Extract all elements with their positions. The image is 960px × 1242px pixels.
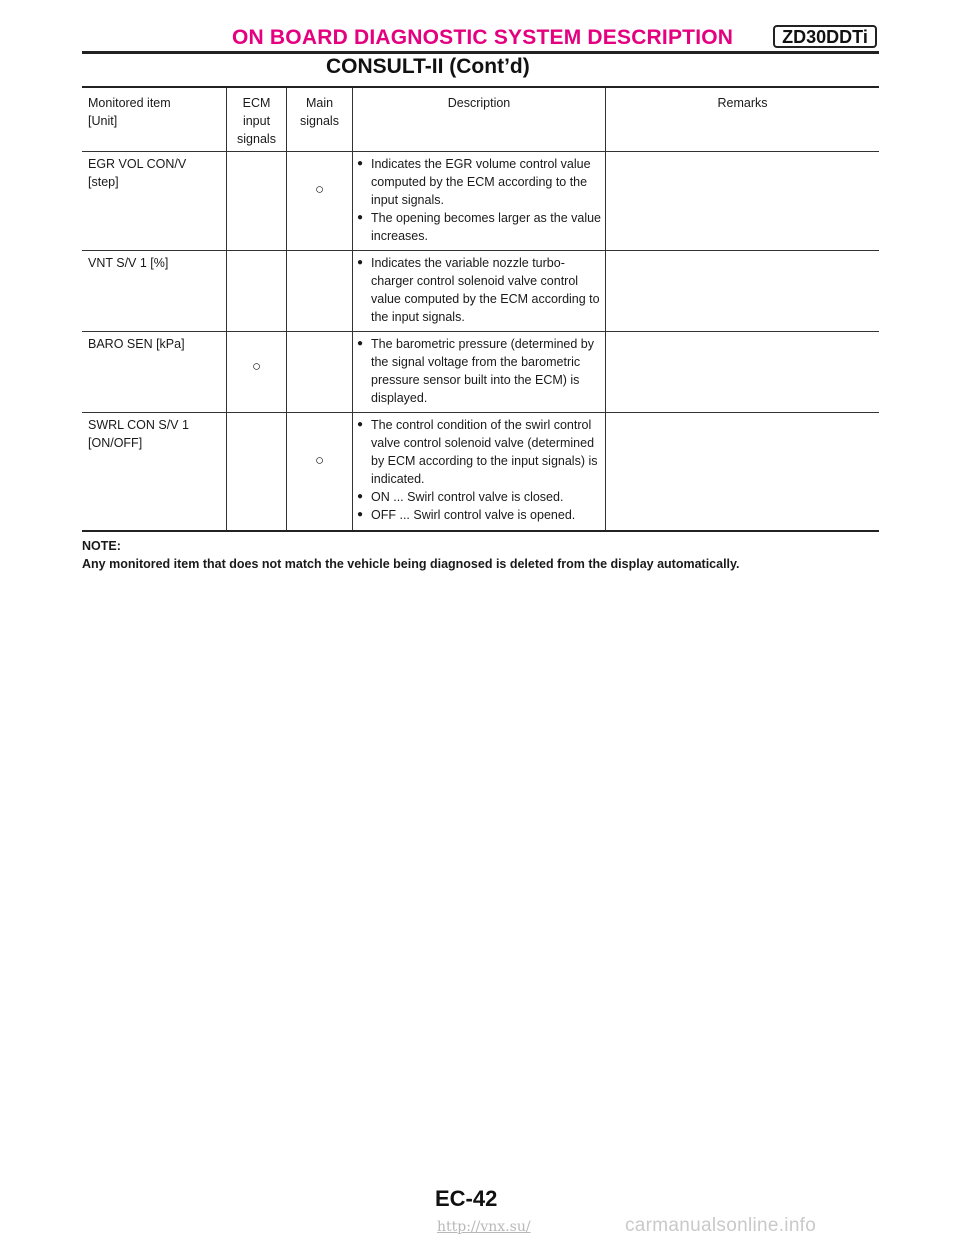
description-cell	[353, 413, 606, 531]
page-subtitle: CONSULT-II (Cont’d)	[326, 55, 530, 78]
col-header-main-signals: Main signals	[287, 87, 353, 152]
remarks-cell	[606, 251, 880, 332]
footer-link[interactable]: http://vnx.su/	[437, 1219, 531, 1235]
list-item: ● Indicates the EGR volume control value computed by the ECM according to the input signals.	[357, 157, 591, 207]
ecm-input-signal-marker: ○	[251, 358, 262, 375]
list-item: ● Indicates the variable nozzle turbo-charger control solenoid valve control value computed by the ECM according to the input signals.	[357, 256, 600, 324]
col-header-monitored-item: Monitored item [Unit]	[88, 96, 171, 128]
list-item: ● The control condition of the swirl control valve control solenoid valve (determined by ECM according to the input signals) is indicated.	[357, 418, 598, 486]
page-number: EC-42	[435, 1186, 498, 1211]
remarks-cell	[606, 413, 880, 531]
list-item: ● The opening becomes larger as the value increases.	[357, 211, 602, 243]
bullet-icon: ●	[357, 212, 364, 223]
main-signal-marker: ○	[314, 181, 325, 198]
remarks-cell	[606, 152, 880, 251]
list-item: ● ON ... Swirl control valve is closed.	[357, 490, 564, 504]
table-row	[82, 413, 879, 531]
main-signal-cell	[287, 152, 353, 251]
bullet-icon: ●	[357, 419, 364, 430]
description-cell	[353, 332, 606, 413]
bullet-icon: ●	[357, 338, 364, 349]
monitored-item-cell: BARO SEN [kPa]	[88, 337, 185, 351]
engine-model-badge: ZD30DDTi	[773, 25, 877, 48]
monitored-item-cell: SWRL CON S/V 1 [ON/OFF]	[88, 418, 189, 450]
watermark: carmanualsonline.info	[625, 1215, 817, 1236]
table-row	[82, 152, 879, 251]
col-header-ecm-input-signals: ECM input signals	[227, 87, 287, 152]
list-item: ● OFF ... Swirl control valve is opened.	[357, 508, 576, 522]
table-row	[82, 332, 879, 413]
description-cell	[353, 251, 606, 332]
monitored-item-cell: VNT S/V 1 [%]	[88, 256, 169, 270]
ecm-input-signal-cell	[227, 251, 287, 332]
list-item: ● The barometric pressure (determined by the signal voltage from the barometric pressure sensor built into the ECM) is displayed.	[357, 337, 595, 405]
bullet-icon: ●	[357, 491, 364, 502]
note-block	[82, 537, 882, 573]
ecm-input-signal-cell	[227, 413, 287, 531]
note-text: Any monitored item that does not match the vehicle being diagnosed is deleted from the display automatically.	[82, 557, 740, 571]
note-label: NOTE:	[82, 539, 121, 553]
remarks-cell	[606, 332, 880, 413]
ecm-input-signal-cell	[227, 332, 287, 413]
section-title: ON BOARD DIAGNOSTIC SYSTEM DESCRIPTION	[232, 26, 734, 49]
col-header-description: Description	[353, 87, 606, 152]
main-signal-cell	[287, 413, 353, 531]
monitored-item-cell: EGR VOL CON/V [step]	[88, 157, 187, 189]
description-cell	[353, 152, 606, 251]
bullet-icon: ●	[357, 257, 364, 268]
bullet-icon: ●	[357, 158, 364, 169]
monitored-items-table	[82, 86, 879, 532]
bullet-icon: ●	[357, 509, 364, 520]
main-signal-marker: ○	[314, 452, 325, 469]
table-row	[82, 251, 879, 332]
main-signal-cell	[287, 251, 353, 332]
header-divider	[82, 51, 879, 54]
ecm-input-signal-cell	[227, 152, 287, 251]
table-header-row	[82, 87, 879, 152]
main-signal-cell	[287, 332, 353, 413]
col-header-remarks: Remarks	[717, 96, 768, 110]
